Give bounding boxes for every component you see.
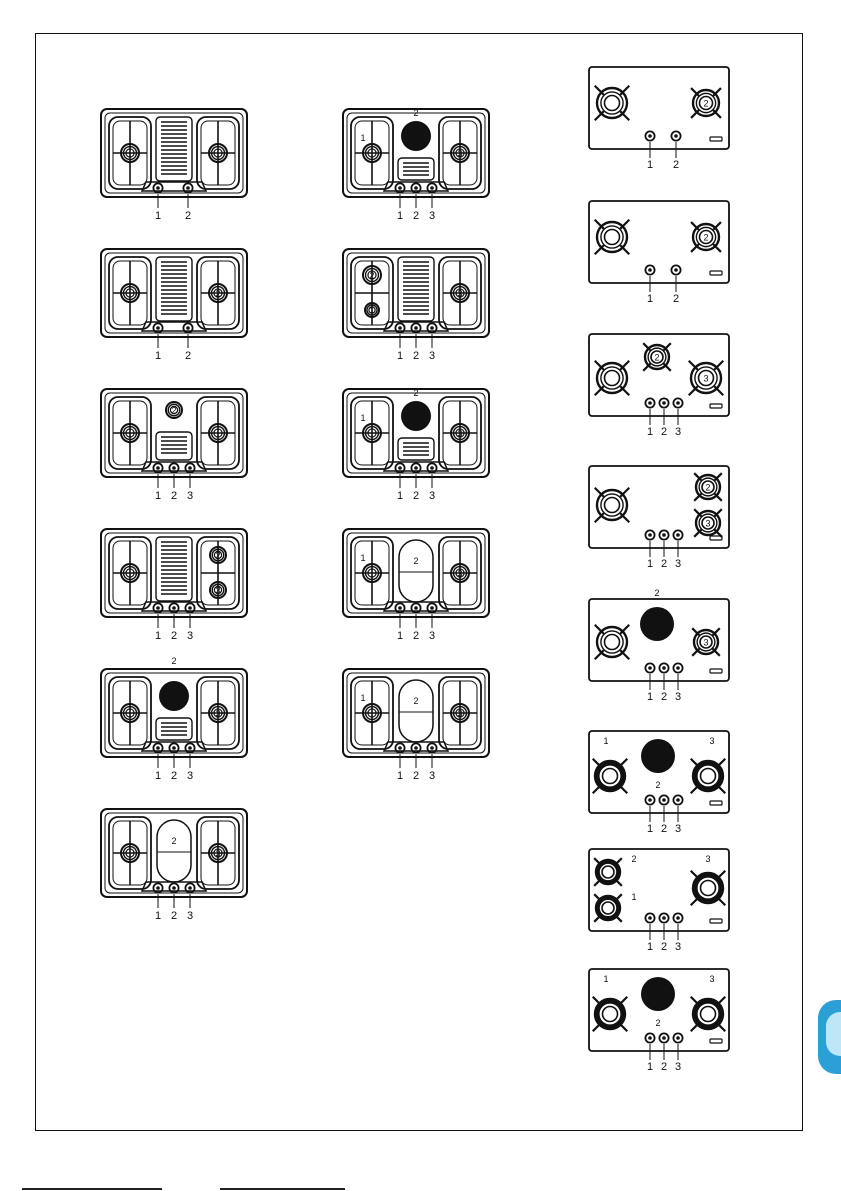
knob-labels bbox=[342, 769, 542, 783]
pan-support bbox=[351, 257, 393, 329]
grill-panel bbox=[156, 257, 192, 321]
hob-diagram bbox=[588, 66, 730, 160]
grill-panel bbox=[398, 158, 434, 180]
pan-support bbox=[109, 117, 151, 189]
burner-number: 3 bbox=[705, 518, 711, 529]
pan-support bbox=[351, 677, 393, 749]
knob-labels bbox=[588, 940, 788, 954]
burner-label: 1 bbox=[360, 693, 366, 703]
grill-panel bbox=[156, 537, 192, 601]
knob-label: 1 bbox=[646, 1061, 654, 1073]
knob-labels bbox=[588, 158, 788, 172]
control-knob[interactable] bbox=[659, 795, 668, 804]
gas-burner bbox=[691, 759, 726, 794]
knob-label: 2 bbox=[672, 159, 680, 171]
knob-label: 2 bbox=[660, 1061, 668, 1073]
control-knob[interactable] bbox=[645, 663, 654, 672]
grill-panel bbox=[156, 432, 192, 460]
hotplate bbox=[641, 977, 675, 1011]
control-knob[interactable] bbox=[659, 398, 668, 407]
burner-number: 2 bbox=[654, 352, 660, 363]
knob-labels bbox=[342, 209, 542, 223]
pan-support bbox=[109, 677, 151, 749]
burner-number: 2 bbox=[705, 482, 711, 493]
knob-labels bbox=[100, 629, 300, 643]
pan-support bbox=[109, 537, 151, 609]
knob-label: 1 bbox=[396, 490, 404, 502]
knob-labels bbox=[100, 909, 300, 923]
control-knob[interactable] bbox=[645, 131, 654, 140]
control-knob[interactable] bbox=[645, 530, 654, 539]
knob-label: 2 bbox=[170, 910, 178, 922]
hob-diagram bbox=[342, 388, 490, 490]
knob-label: 3 bbox=[428, 210, 436, 222]
knob-label: 2 bbox=[660, 691, 668, 703]
knob-labels bbox=[100, 769, 300, 783]
burner-number: 3 bbox=[457, 708, 463, 719]
zone-label: 3 bbox=[709, 974, 715, 984]
knob-labels bbox=[588, 425, 788, 439]
hotplate bbox=[640, 607, 674, 641]
plate-label: 2 bbox=[413, 696, 419, 706]
knob-label: 3 bbox=[428, 490, 436, 502]
brand-badge bbox=[710, 669, 722, 673]
knob-labels bbox=[342, 629, 542, 643]
burner bbox=[210, 582, 226, 598]
burner-number: 2 bbox=[171, 405, 177, 416]
knob-label: 1 bbox=[646, 941, 654, 953]
knob-label: 1 bbox=[646, 159, 654, 171]
knob-label: 1 bbox=[646, 426, 654, 438]
brand-badge bbox=[710, 801, 722, 805]
knob-label: 2 bbox=[672, 293, 680, 305]
gas-burner bbox=[594, 858, 622, 886]
hob-diagram bbox=[588, 730, 730, 824]
knob-label: 1 bbox=[396, 350, 404, 362]
knob-label: 2 bbox=[660, 558, 668, 570]
hotplate bbox=[401, 401, 431, 431]
control-knob[interactable] bbox=[671, 131, 680, 140]
burner-number: 3 bbox=[457, 288, 463, 299]
zone-label: 2 bbox=[655, 780, 661, 790]
gas-burner bbox=[595, 361, 630, 396]
knob-label: 1 bbox=[646, 558, 654, 570]
control-knob[interactable] bbox=[673, 663, 682, 672]
knob-label: 2 bbox=[412, 210, 420, 222]
pan-support bbox=[351, 537, 393, 609]
burner-label: 1 bbox=[360, 133, 366, 143]
gas-burner bbox=[595, 625, 630, 660]
hotplate bbox=[641, 739, 675, 773]
gas-burner bbox=[689, 361, 724, 396]
plate-label: 2 bbox=[413, 388, 419, 398]
knob-label: 1 bbox=[646, 823, 654, 835]
control-knob[interactable] bbox=[671, 265, 680, 274]
knob-label: 3 bbox=[674, 558, 682, 570]
gas-burner bbox=[691, 997, 726, 1032]
burner-number: 3 bbox=[215, 585, 221, 596]
burner bbox=[451, 144, 469, 162]
hotplate bbox=[159, 681, 189, 711]
knob-labels bbox=[342, 489, 542, 503]
burner bbox=[166, 402, 182, 418]
knob-label: 1 bbox=[646, 691, 654, 703]
control-knob[interactable] bbox=[673, 530, 682, 539]
burner bbox=[451, 564, 469, 582]
burner-number: 3 bbox=[215, 848, 221, 859]
brand-badge bbox=[710, 137, 722, 141]
zone-label: 1 bbox=[631, 892, 637, 902]
brand-badge bbox=[710, 271, 722, 275]
knob-label: 3 bbox=[186, 910, 194, 922]
pan-support bbox=[197, 397, 239, 469]
hob-diagram bbox=[342, 248, 490, 350]
control-knob[interactable] bbox=[659, 530, 668, 539]
knob-labels bbox=[100, 349, 300, 363]
knob-labels bbox=[342, 349, 542, 363]
burner bbox=[209, 284, 227, 302]
gas-burner bbox=[593, 997, 628, 1032]
knob-label: 2 bbox=[184, 350, 192, 362]
knob-label: 2 bbox=[412, 350, 420, 362]
pan-support bbox=[109, 397, 151, 469]
knob-label: 3 bbox=[674, 691, 682, 703]
knob-labels bbox=[588, 822, 788, 836]
control-knob[interactable] bbox=[673, 398, 682, 407]
hob-diagram bbox=[100, 108, 248, 210]
zone-label: 3 bbox=[709, 736, 715, 746]
gas-burner bbox=[691, 222, 721, 252]
burner-number: 2 bbox=[215, 288, 221, 299]
footer-rule bbox=[22, 1188, 162, 1190]
knob-label: 1 bbox=[154, 770, 162, 782]
burner-number: 2 bbox=[369, 270, 375, 281]
grill-panel bbox=[398, 257, 434, 321]
burner-label: 1 bbox=[360, 413, 366, 423]
control-knob[interactable] bbox=[673, 795, 682, 804]
plate-label: 2 bbox=[413, 556, 419, 566]
hob-diagram bbox=[100, 656, 248, 770]
knob-label: 3 bbox=[674, 941, 682, 953]
control-knob[interactable] bbox=[645, 1033, 654, 1042]
pan-support bbox=[351, 117, 393, 189]
hob-diagram bbox=[100, 528, 248, 630]
knob-label: 3 bbox=[428, 350, 436, 362]
knob-label: 1 bbox=[154, 350, 162, 362]
brand-badge bbox=[710, 919, 722, 923]
hob-diagram bbox=[342, 668, 490, 770]
burner bbox=[365, 303, 379, 317]
control-panel bbox=[142, 322, 206, 331]
hob-diagram bbox=[342, 528, 490, 630]
knob-label: 2 bbox=[412, 630, 420, 642]
pan-support bbox=[351, 397, 393, 469]
knob-label: 1 bbox=[396, 770, 404, 782]
knob-labels bbox=[588, 690, 788, 704]
burner-number: 3 bbox=[703, 373, 709, 384]
plate-label: 2 bbox=[171, 656, 177, 666]
knob-label: 2 bbox=[660, 823, 668, 835]
gas-burner bbox=[595, 220, 630, 255]
burner-number: 3 bbox=[457, 568, 463, 579]
burner-number: 2 bbox=[215, 550, 221, 561]
knob-label: 2 bbox=[170, 630, 178, 642]
knob-label: 2 bbox=[170, 490, 178, 502]
burner-number: 3 bbox=[215, 708, 221, 719]
burner bbox=[451, 704, 469, 722]
plate-label: 2 bbox=[654, 588, 660, 598]
footer-rule bbox=[220, 1188, 345, 1190]
knob-label: 3 bbox=[428, 630, 436, 642]
knob-labels bbox=[100, 489, 300, 503]
knob-labels bbox=[588, 292, 788, 306]
control-knob[interactable] bbox=[645, 398, 654, 407]
hob-diagram bbox=[100, 248, 248, 350]
control-knob[interactable] bbox=[645, 913, 654, 922]
knob-label: 2 bbox=[412, 490, 420, 502]
burner bbox=[210, 547, 226, 563]
hob-diagram bbox=[588, 333, 730, 427]
knob-label: 3 bbox=[186, 770, 194, 782]
gas-burner bbox=[694, 473, 722, 501]
zone-label: 2 bbox=[655, 1018, 661, 1028]
pan-support bbox=[197, 117, 239, 189]
control-knob[interactable] bbox=[659, 1033, 668, 1042]
knob-label: 3 bbox=[186, 630, 194, 642]
burner-number: 2 bbox=[703, 232, 709, 243]
burner bbox=[451, 424, 469, 442]
burner-number: 3 bbox=[457, 148, 463, 159]
knob-label: 3 bbox=[186, 490, 194, 502]
knob-label: 2 bbox=[660, 426, 668, 438]
brand-badge bbox=[710, 1039, 722, 1043]
zone-label: 3 bbox=[705, 854, 711, 864]
knob-label: 1 bbox=[646, 293, 654, 305]
control-knob[interactable] bbox=[659, 913, 668, 922]
grill-panel bbox=[398, 438, 434, 460]
burner-number: 3 bbox=[457, 428, 463, 439]
knob-label: 3 bbox=[674, 823, 682, 835]
gas-burner bbox=[595, 86, 630, 121]
burner bbox=[209, 704, 227, 722]
hob-diagram bbox=[588, 588, 730, 692]
knob-label: 1 bbox=[154, 210, 162, 222]
oval-plate bbox=[399, 540, 433, 602]
hob-diagram bbox=[588, 200, 730, 294]
knob-labels bbox=[588, 1060, 788, 1074]
brand-badge bbox=[710, 404, 722, 408]
knob-label: 2 bbox=[184, 210, 192, 222]
burner-number: 3 bbox=[703, 637, 709, 648]
gas-burner bbox=[692, 628, 720, 656]
knob-label: 3 bbox=[674, 1061, 682, 1073]
control-knob[interactable] bbox=[645, 265, 654, 274]
oval-plate bbox=[399, 680, 433, 742]
gas-burner bbox=[593, 759, 628, 794]
burner bbox=[451, 284, 469, 302]
pan-support bbox=[109, 817, 151, 889]
oval-plate bbox=[157, 820, 191, 882]
plate-label: 2 bbox=[413, 108, 419, 118]
grill-panel bbox=[156, 718, 192, 740]
gas-burner bbox=[691, 88, 721, 118]
knob-labels bbox=[100, 209, 300, 223]
knob-labels bbox=[588, 557, 788, 571]
knob-label: 1 bbox=[396, 630, 404, 642]
gas-burner bbox=[594, 894, 622, 922]
knob-label: 3 bbox=[428, 770, 436, 782]
zone-label: 1 bbox=[603, 974, 609, 984]
burner-label: 1 bbox=[360, 553, 366, 563]
burner bbox=[209, 844, 227, 862]
side-tab-highlight bbox=[826, 1012, 841, 1056]
hob-diagram bbox=[588, 848, 730, 942]
knob-label: 1 bbox=[154, 910, 162, 922]
burner bbox=[363, 266, 381, 284]
control-knob[interactable] bbox=[645, 795, 654, 804]
knob-label: 1 bbox=[154, 630, 162, 642]
knob-label: 2 bbox=[170, 770, 178, 782]
brand-badge bbox=[710, 536, 722, 540]
gas-burner bbox=[595, 488, 630, 523]
gas-burner bbox=[691, 871, 726, 906]
hob-diagram bbox=[100, 808, 248, 910]
burner-number: 1 bbox=[369, 305, 375, 316]
control-knob[interactable] bbox=[673, 1033, 682, 1042]
burner-number: 2 bbox=[703, 98, 709, 109]
knob-label: 2 bbox=[660, 941, 668, 953]
pan-support bbox=[109, 257, 151, 329]
gas-burner bbox=[694, 509, 722, 537]
hotplate bbox=[401, 121, 431, 151]
control-panel bbox=[142, 182, 206, 191]
knob-label: 2 bbox=[412, 770, 420, 782]
knob-label: 3 bbox=[674, 426, 682, 438]
knob-label: 1 bbox=[154, 490, 162, 502]
hob-diagram bbox=[588, 968, 730, 1062]
zone-label: 1 bbox=[603, 736, 609, 746]
hob-diagram bbox=[588, 465, 730, 559]
hob-diagram bbox=[100, 388, 248, 490]
control-knob[interactable] bbox=[673, 913, 682, 922]
zone-label: 2 bbox=[631, 854, 637, 864]
knob-label: 1 bbox=[396, 210, 404, 222]
gas-burner bbox=[643, 343, 671, 371]
plate-label: 2 bbox=[171, 836, 177, 846]
control-knob[interactable] bbox=[659, 663, 668, 672]
hob-diagram bbox=[342, 108, 490, 210]
grill-panel bbox=[156, 117, 192, 181]
